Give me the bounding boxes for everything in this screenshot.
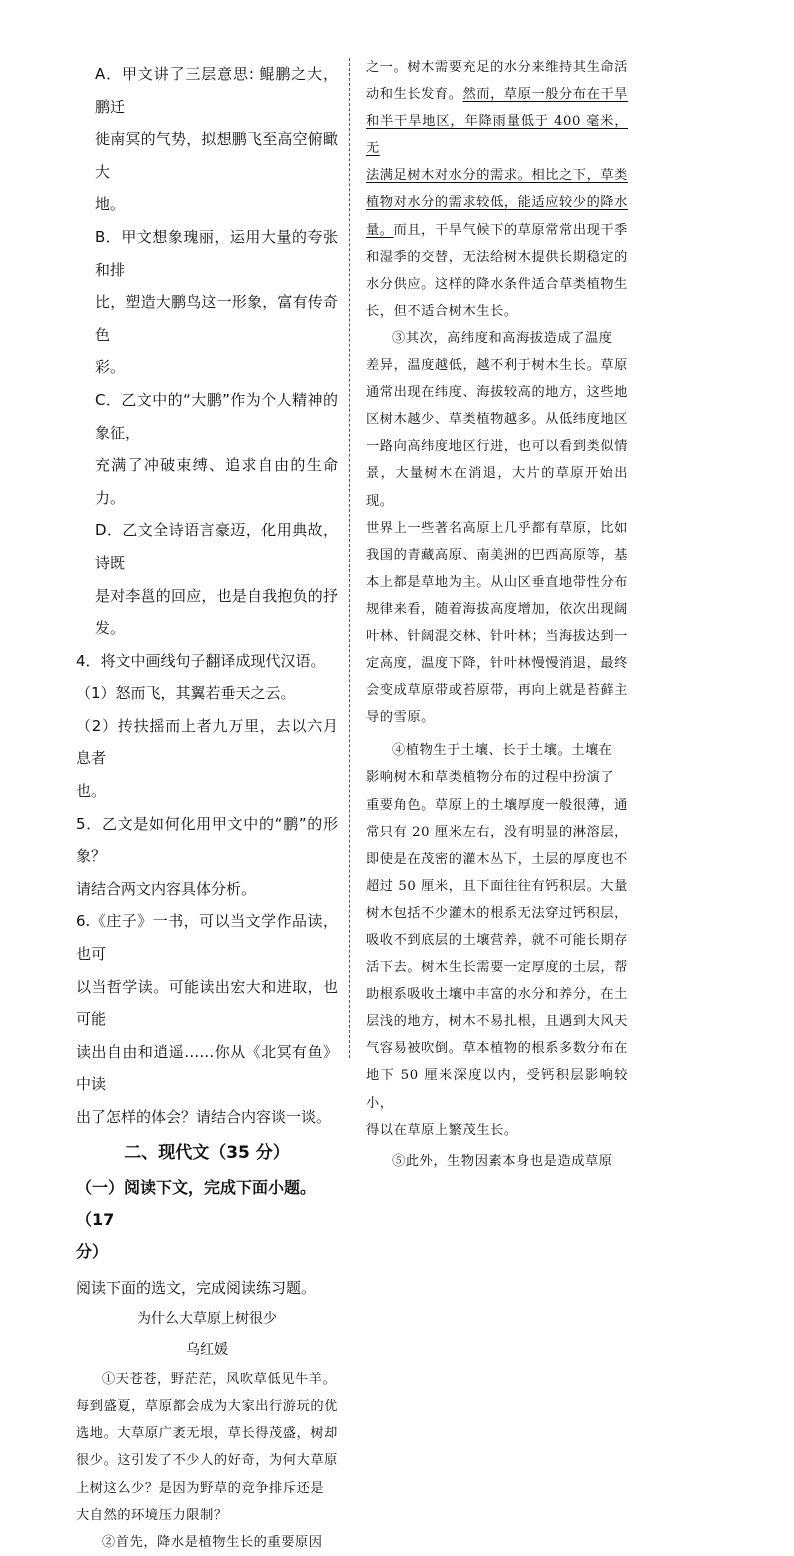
underlined-sentence: 然而，草原一般分布在干旱 [462,87,628,103]
question-5: 请结合两文内容具体分析。 [76,879,257,898]
right-column [366,54,628,1175]
paragraph-4: 影响树木和草类植物分布的过程中扮演了 [366,770,615,786]
question-4-item-2: （2）抟扶摇而上者九万里，去以六月息者 [76,716,338,768]
paragraph-2 [366,217,628,244]
paragraph-3: 我国的青藏高原、南美洲的巴西高原等，基 [366,547,628,563]
paragraph-3: 定高度，温度下降，针叶林慢慢消退，最终 [366,656,628,672]
question-6: 读出自由和逍遥……你从《北冥有鱼》中读 [76,1042,338,1094]
left-column [76,58,338,1556]
option-a-line: A．甲文讲了三层意思: 鲲鹏之大，鹏迁 [95,65,338,116]
paragraph-1: 很少。这引发了不少人的好奇，为何大草原 [76,1453,338,1469]
article-author: 乌红媛 [186,1342,228,1359]
paragraph-3: 本上都是草地为主。从山区垂直地带性分布 [366,574,628,590]
underlined-sentence: 量。 [366,222,394,238]
paragraph-2: 之一。树木需要充足的水分来维持其生命活 [366,60,628,75]
paragraph-3: ③其次，高纬度和高海拔造成了温度 [392,330,613,346]
paragraph-3: 叶林、针阔混交林、针叶林；当海拔达到一 [366,628,628,644]
instruction: 阅读下面的选文，完成阅读练习题。 [76,1278,317,1297]
paragraph-4: 得以在草原上繁茂生长。 [366,1122,518,1138]
question-5: 5．乙文是如何化用甲文中的“鹏”的形象？ [76,814,338,866]
paragraph-2 [366,81,628,108]
underlined-sentence: 植物对水分的需求较低，能适应较少的降水 [366,195,628,211]
paragraph-4: 重要角色。草原上的土壤厚度一般很薄，通 [366,797,628,813]
paragraph-2 [366,189,628,216]
article-title: 为什么大草原上树很少 [137,1311,277,1328]
option-c-line: 充满了冲破束缚、追求自由的生命力。 [95,456,338,507]
paragraph-4: 树木包括不少灌木的根系无法穿过钙积层， [366,905,628,921]
paragraph-2 [366,108,628,162]
paragraph-4: 助根系吸收土壤中丰富的水分和养分，在土 [366,987,628,1003]
paragraph-4: ④植物生于土壤、长于土壤。土壤在 [392,743,613,759]
option-b-line: B．甲文想象瑰丽，运用大量的夸张和排 [95,227,338,279]
paragraph-1: 每到盛夏，草原都会成为大家出行游玩的优 [76,1399,338,1415]
paragraph-2 [366,162,628,189]
paragraph-3: 一路向高纬度地区行进，也可以看到类似情 [366,439,628,455]
paragraph-4: 地下 50 厘米深度以内，受钙积层影响较小， [366,1068,628,1111]
paragraph-3: 会变成草原带或苔原带，再向上就是苔藓主 [366,683,628,699]
question-4: 4．将文中画线句子翻译成现代汉语。 [76,651,326,670]
paragraph-4: 吸收不到底层的土壤营养，就不可能长期存 [366,933,628,948]
question-4-item-2: 也。 [76,782,107,801]
paragraph-2-text: 动和生长发育。 [366,87,463,103]
question-4-item-1: （1）怒而飞，其翼若垂天之云。 [76,684,296,703]
question-6: 出了怎样的体会？请结合内容谈一谈。 [76,1108,332,1126]
paragraph-2-text: 而且，干旱气候下的草原常常出现干季 [393,222,628,238]
paragraph-4: 层浅的地方，树木不易扎根，且遇到大风天 [366,1014,628,1030]
paragraph-3: 世界上一些著名高原上几乎都有草原，比如 [366,520,628,536]
underlined-sentence: 法满足树木对水分的需求。相比之下，草类 [366,168,628,184]
option-b-line: 比，塑造大鹏鸟这一形象，富有传奇色 [95,293,338,344]
paragraph-2: 和湿季的交替，无法给树木提供长期稳定的 [366,249,628,265]
question-6: 6.《庄子》一书，可以当文学作品读，也可 [76,912,338,964]
section-title: 二、现代文（35 分） [124,1142,290,1163]
paragraph-1: 选地。大草原广袤无垠，草长得茂盛，树却 [76,1426,338,1442]
paragraph-1: 上树这么少？是因为野草的竞争排斥还是 [76,1480,325,1496]
subsection-title: 分） [76,1241,109,1261]
option-a-line: 徙南冥的气势，拟想鹏飞至高空俯瞰大 [95,130,338,181]
paragraph-2: ②首先，降水是植物生长的重要原因 [102,1534,323,1550]
paragraph-3: 区树木越少、草类植物越多。从低纬度地区 [366,412,628,428]
paragraph-4: 常只有 20 厘米左右，没有明显的淋溶层， [366,824,628,840]
paragraph-3: 景，大量树木在消退，大片的草原开始出现。 [366,466,628,509]
option-d-line: 是对李邕的回应，也是自我抱负的抒发。 [95,586,338,638]
subsection-title: （一）阅读下文，完成下面小题。（17 [76,1177,317,1229]
underlined-sentence: 和半干旱地区，年降雨量低于 400 毫米，无 [366,114,628,157]
paragraph-3: 差异，温度越低，越不利于树木生长。草原 [366,358,628,374]
paragraph-2: 水分供应。这样的降水条件适合草类植物生 [366,276,628,292]
paragraph-2: 长，但不适合树木生长。 [366,303,518,319]
paragraph-3: 规律来看，随着海拔高度增加，依次出现阔 [366,601,628,617]
paragraph-5: ⑤此外，生物因素本身也是造成草原 [392,1153,613,1169]
option-b-line: 彩。 [95,358,126,377]
paragraph-3: 导的雪原。 [366,710,435,726]
paragraph-1: 大自然的环境压力限制？ [76,1507,228,1523]
paragraph-4: 即使是在茂密的灌木丛下，土层的厚度也不 [366,851,628,867]
column-divider [349,58,351,1058]
paragraph-4: 超过 50 厘米，且下面往往有钙积层。大量 [366,878,628,894]
option-a-line: 地。 [95,195,126,214]
option-c-line: C．乙文中的“大鹏”作为个人精神的象征， [95,390,338,442]
paragraph-1: ①天苍苍，野茫茫，风吹草低见牛羊。 [102,1372,337,1388]
paragraph-4: 活下去。树木生长需要一定厚度的土层，帮 [366,960,628,976]
question-6: 以当哲学读。可能读出宏大和进取，也可能 [76,977,338,1029]
paragraph-3: 通常出现在纬度、海拔较高的地方，这些地 [366,385,628,401]
option-d-line: D．乙文全诗语言豪迈，化用典故，诗既 [95,521,338,572]
paragraph-4: 气容易被吹倒。草本植物的根系多数分布在 [366,1041,628,1057]
